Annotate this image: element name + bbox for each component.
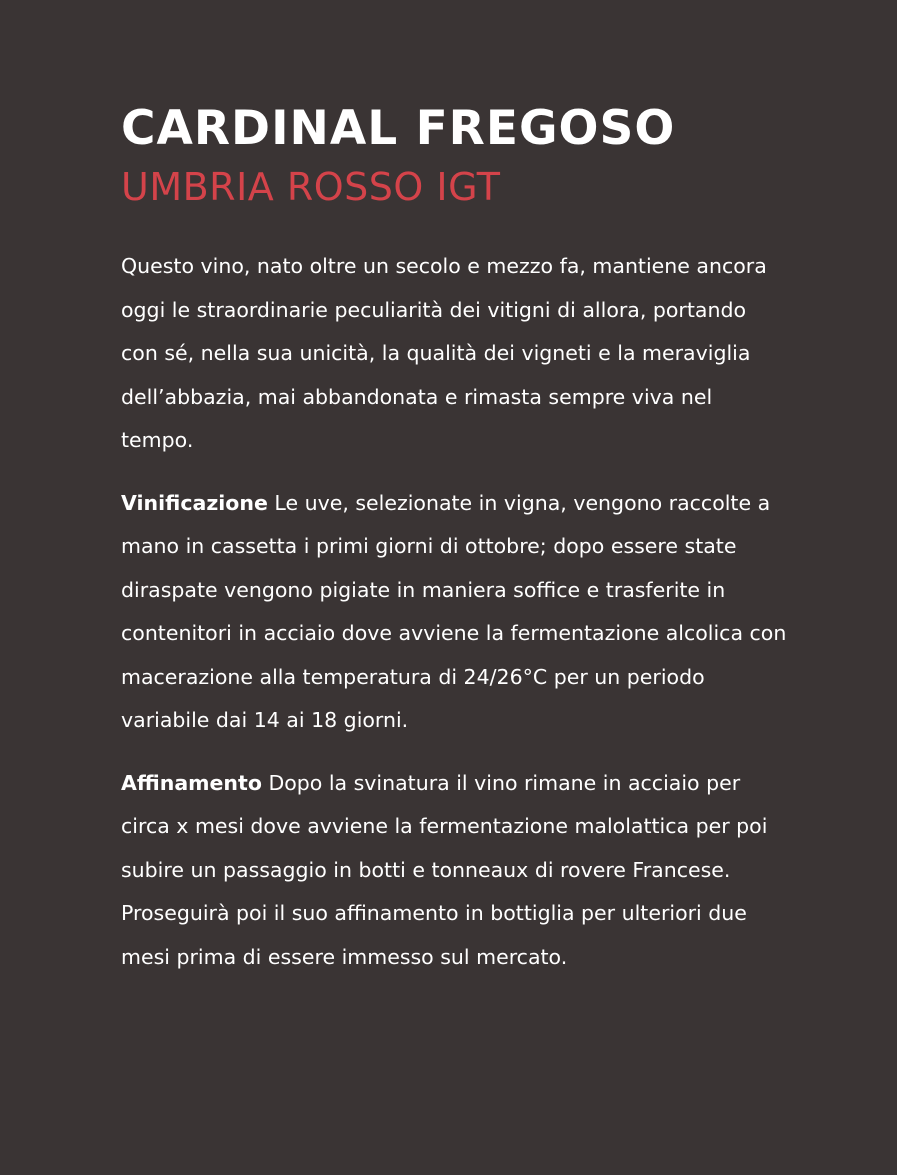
aging-text: Dopo la svinatura il vino rimane in acciaio per circa x mesi dove avviene la fermentazione malolattica per poi subire un passaggio in botti e tonneaux di rovere Francese. Proseguirà poi il suo affinamento in bottiglia per ulteriori due mesi prima di essere immesso sul mercato.	[121, 770, 768, 969]
vinification-paragraph	[121, 482, 787, 743]
wine-appellation: UMBRIA ROSSO IGT	[121, 165, 501, 209]
aging-label: Affinamento	[121, 770, 262, 795]
aging-paragraph	[121, 762, 787, 980]
vinification-label: Vinificazione	[121, 490, 268, 515]
wine-title: CARDINAL FREGOSO	[121, 101, 676, 156]
intro-paragraph: Questo vino, nato oltre un secolo e mezzo fa, mantiene ancora oggi le straordinarie peculiarità dei vitigni di allora, portando con sé, nella sua unicità, la qualità dei vigneti e la meraviglia dell’abbazia, mai abbandonata e rimasta sempre viva nel tempo.	[121, 254, 767, 452]
vinification-text: Le uve, selezionate in vigna, vengono raccolte a mano in cassetta i primi giorni di ottobre; dopo essere state diraspate vengono pigiate in maniera soffice e trasferite in contenitori in acciaio dove avviene la fermentazione alcolica con macerazione alla temperatura di 24/26°C per un periodo variabile dai 14 ai 18 giorni.	[121, 490, 787, 732]
